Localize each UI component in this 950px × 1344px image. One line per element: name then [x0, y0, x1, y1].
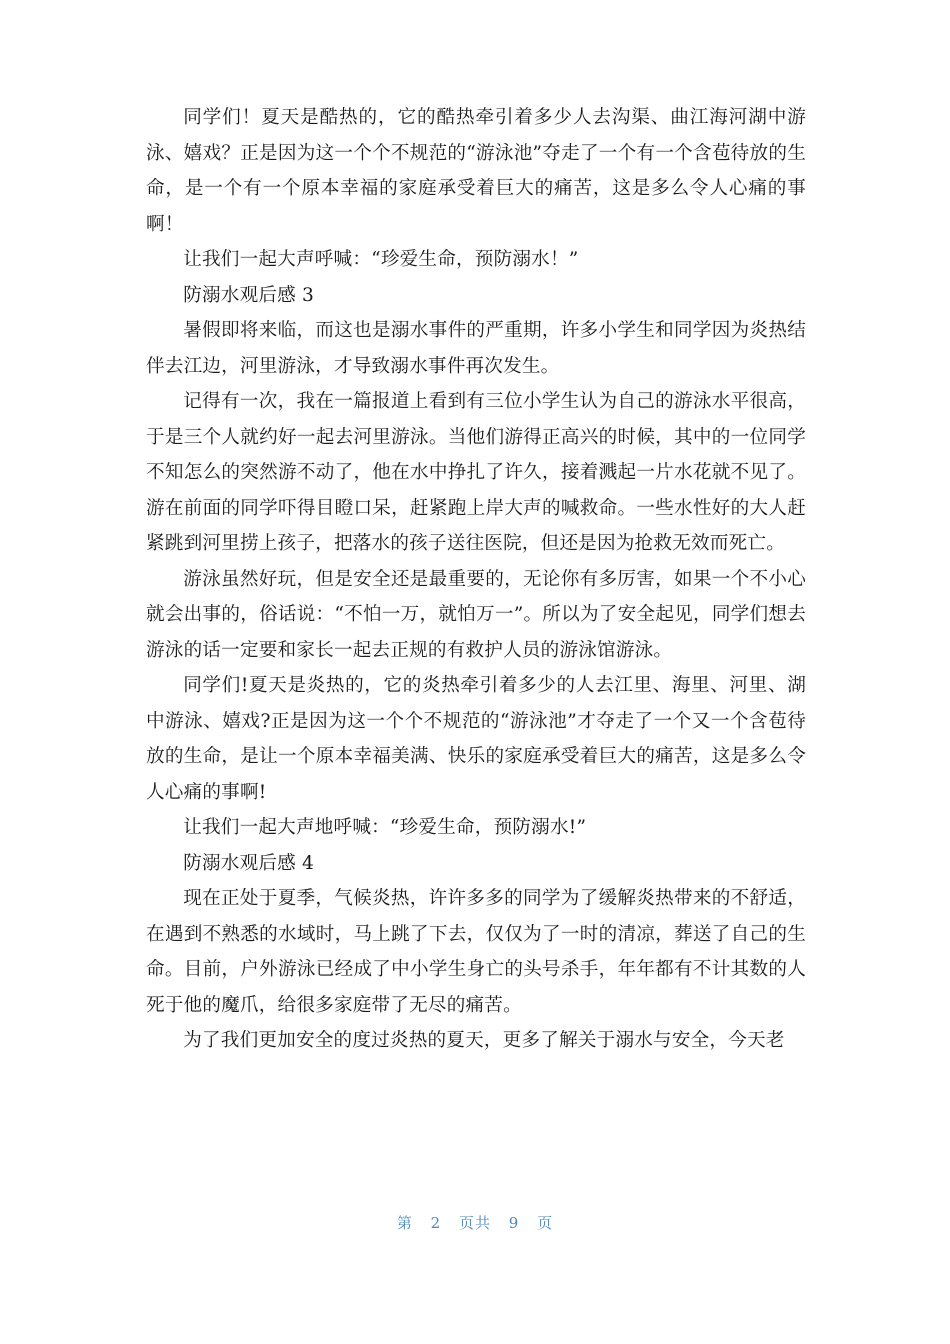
footer-current-page: 2: [430, 1214, 442, 1232]
paragraph: 为了我们更加安全的度过炎热的夏天，更多了解关于溺水与安全，今天老: [183, 1030, 785, 1051]
paragraph: 记得有一次，我在一篇报道上看到有三位小学生认为自己的游泳水平很高，于是三个人就约好一起去河里游泳。当他们游得正高兴的时候，其中的一位同学不知怎么的突然游不动了，他在水中挣扎了许久，接着溅起一片水花就不见了。游在前面的同学吓得目瞪口呆，赶紧跑上岸大声的喊救命。一些水性好的大人赶紧跳到河里捞上孩子，把落水的孩子送往医院，但还是因为抢救无效而死亡。: [146, 391, 806, 554]
section-heading: 防溺水观后感 4: [183, 852, 315, 874]
paragraph: 同学们!夏天是炎热的，它的炎热牵引着多少的人去江里、海里、河里、湖中游泳、嬉戏?正是因为这一个个不规范的“游泳池”才夺走了一个又一个含苞待放的生命，是让一个原本幸福美满、快乐的家庭承受着巨大的痛苦，这是多么令人心痛的事啊!: [146, 675, 806, 803]
footer-suffix: 页: [537, 1214, 554, 1232]
paragraph: 同学们！夏天是酷热的，它的酷热牵引着多少人去沟渠、曲江海河湖中游泳、嬉戏？正是因为这一个个不规范的“游泳池”夺走了一个有一个含苞待放的生命，是一个有一个原本幸福的家庭承受着巨大的痛苦，这是多么令人心痛的事啊！: [146, 107, 806, 235]
paragraph: 暑假即将来临，而这也是溺水事件的严重期，许多小学生和同学因为炎热结伴去江边，河里游泳，才导致溺水事件再次发生。: [146, 320, 806, 377]
section-heading: 防溺水观后感 3: [183, 284, 315, 306]
document-body: [146, 100, 806, 1059]
paragraph: 游泳虽然好玩，但是安全还是最重要的，无论你有多厉害，如果一个不小心就会出事的，俗话说：“不怕一万，就怕万一”。所以为了安全起见，同学们想去游泳的话一定要和家长一起去正规的有救护人员的游泳馆游泳。: [146, 568, 806, 661]
footer-total-pages: 9: [508, 1214, 520, 1232]
footer-prefix: 第: [396, 1214, 413, 1232]
paragraph: 让我们一起大声地呼喊：“珍爱生命，预防溺水!”: [183, 817, 587, 838]
page-footer: [0, 1212, 950, 1233]
paragraph: 让我们一起大声呼喊：“珍爱生命，预防溺水！”: [183, 249, 579, 270]
paragraph: 现在正处于夏季，气候炎热，许许多多的同学为了缓解炎热带来的不舒适，在遇到不熟悉的水域时，马上跳了下去，仅仅为了一时的清凉，葬送了自己的生命。目前，户外游泳已经成了中小学生身亡的头号杀手，年年都有不计其数的人死于他的魔爪，给很多家庭带了无尽的痛苦。: [146, 888, 806, 1016]
footer-middle: 页共: [458, 1214, 491, 1232]
